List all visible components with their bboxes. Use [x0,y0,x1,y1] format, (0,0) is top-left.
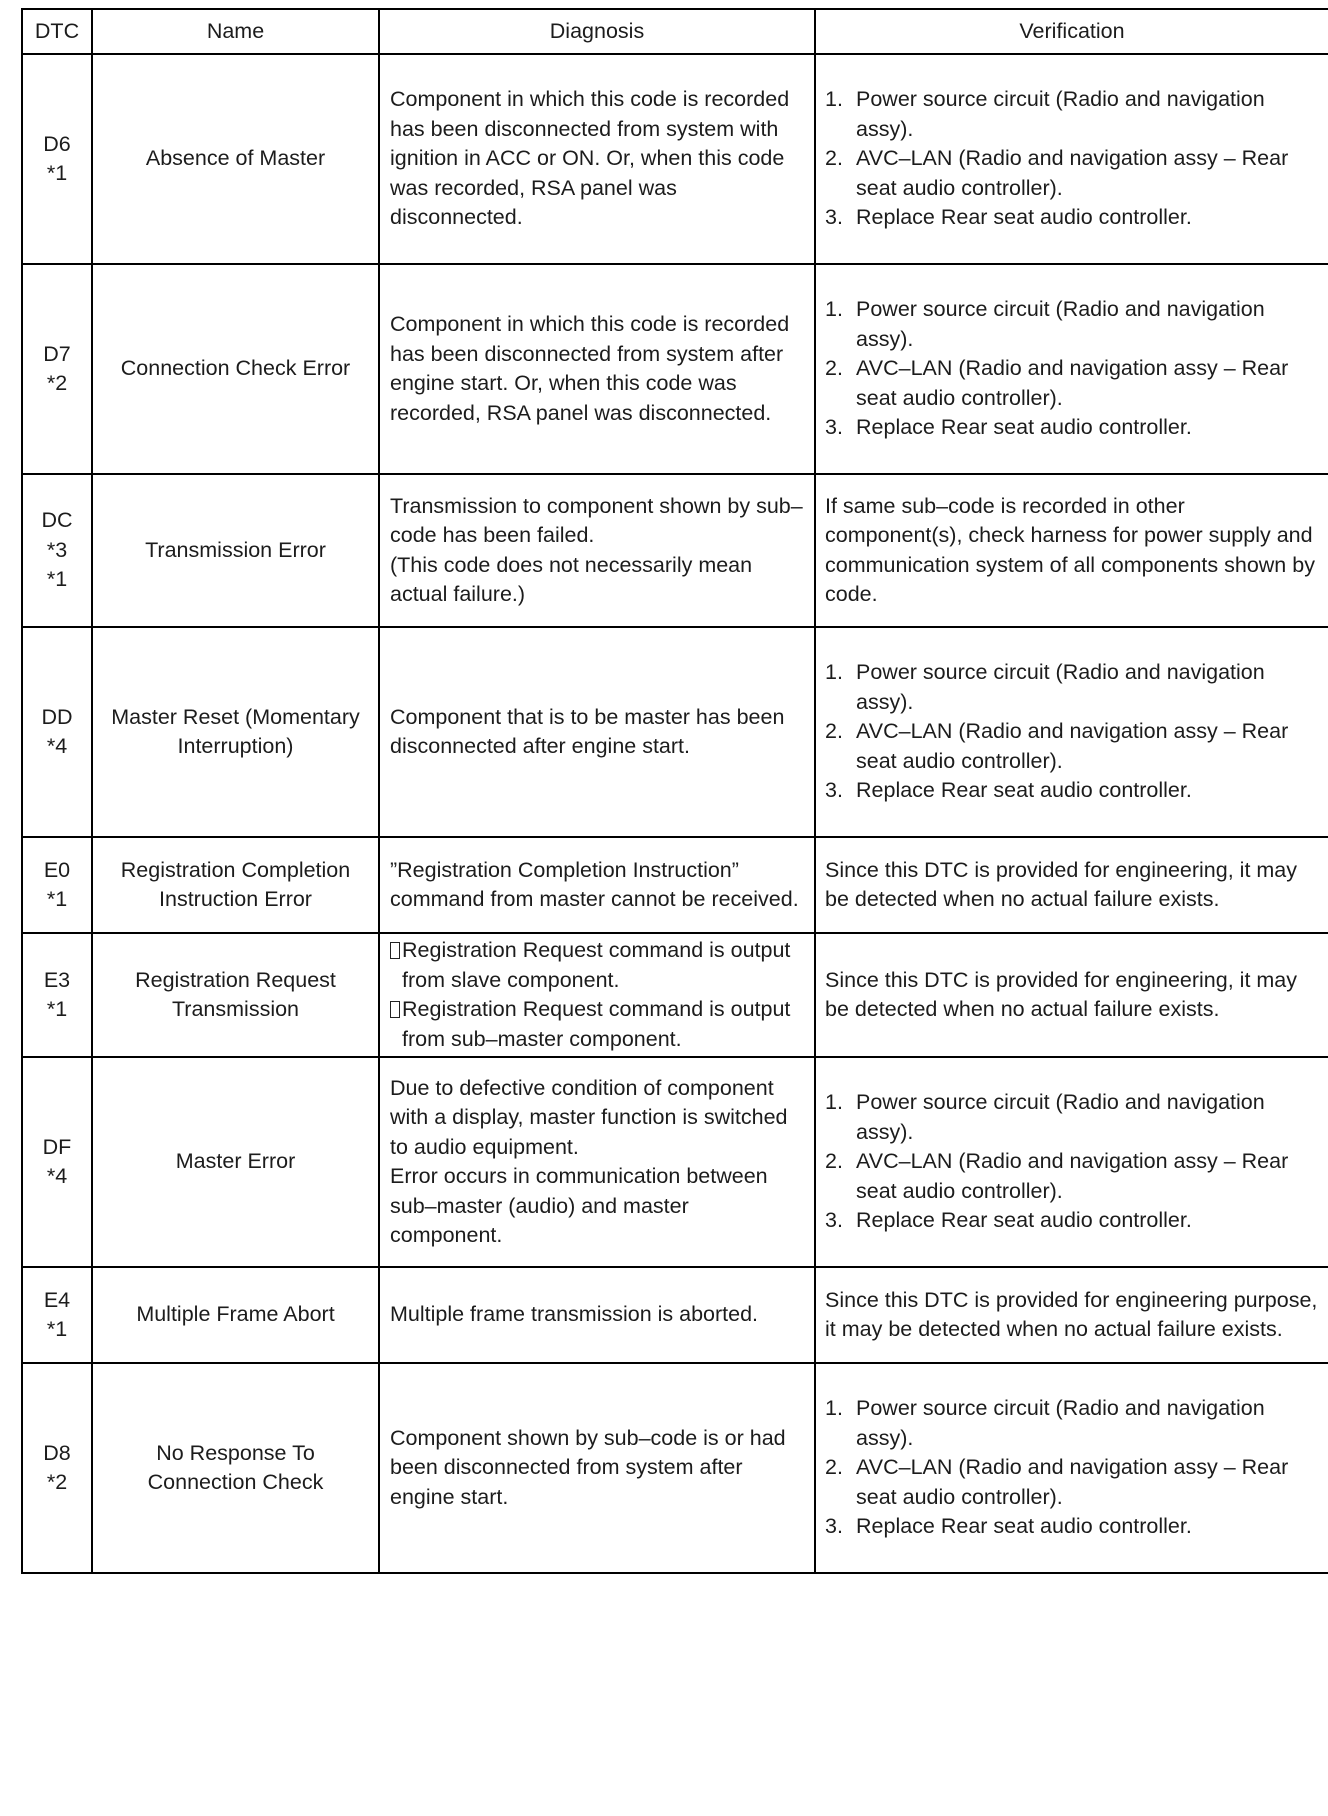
dtc-diagnosis [379,474,815,627]
verification-step: 1. Power source circuit (Radio and navigation assy). [825,1396,1265,1450]
table-row [22,474,1328,627]
diagnosis-bullet: Registration Request command is output from sub–master component. [390,995,806,1054]
verification-steps [825,85,1324,233]
dtc-code-cell [22,627,92,837]
dtc-note: *1 [46,997,68,1021]
dtc-diagnosis: ”Registration Completion Instruction” command from master cannot be received. [379,837,815,933]
verification-step: 3. Replace Rear seat audio controller. [825,415,1192,440]
verification-step: 3. Replace Rear seat audio controller. [825,205,1192,230]
diagnosis-line: (This code does not necessarily mean actual failure.) [390,552,753,606]
dtc-name: Registration Completion Instruction Error [92,837,379,933]
dtc-code: E0 [43,857,71,882]
dtc-verification [815,1057,1328,1267]
dtc-verification [815,627,1328,837]
table-row [22,54,1328,264]
diagnosis-line: Due to defective condition of component with a display, master function is switched to audio equipment. [390,1075,788,1159]
dtc-note: *3 [46,537,68,562]
dtc-code-cell [22,1057,92,1267]
verification-steps [825,295,1324,443]
verification-step: 2. AVC–LAN (Radio and navigation assy – Rear seat audio controller). [825,1455,1289,1509]
verification-steps [825,1088,1324,1236]
dtc-code: D6 [43,131,71,156]
dtc-diagnosis: Multiple frame transmission is aborted. [379,1267,815,1363]
checkbox-bullet-icon [390,995,402,1054]
dtc-code: E4 [43,1287,71,1312]
verification-step: 1. Power source circuit (Radio and navigation assy). [825,297,1265,351]
dtc-name: No Response To Connection Check [92,1363,379,1573]
dtc-code: D8 [43,1440,71,1465]
dtc-code-cell [22,837,92,933]
dtc-code-cell [22,264,92,474]
table-row [22,1363,1328,1573]
header-verification: Verification [815,9,1328,54]
header-name: Name [92,9,379,54]
dtc-diagnosis: Component shown by sub–code is or had been disconnected from system after engine start. [379,1363,815,1573]
dtc-table [21,8,1328,1574]
verification-step: 1. Power source circuit (Radio and navigation assy). [825,87,1265,141]
dtc-diagnosis [379,1057,815,1267]
verification-step: 2. AVC–LAN (Radio and navigation assy – Rear seat audio controller). [825,719,1289,773]
diagnosis-bullet: Registration Request command is output from slave component. [390,936,806,995]
dtc-verification: If same sub–code is recorded in other component(s), check harness for power supply and communication system of all components shown by code. [815,474,1328,627]
dtc-code: D7 [43,341,71,366]
dtc-name: Registration Request Transmission [92,933,379,1057]
dtc-diagnosis [379,933,815,1057]
verification-step: 2. AVC–LAN (Radio and navigation assy – Rear seat audio controller). [825,356,1289,410]
dtc-note: *1 [46,887,68,911]
verification-step: 3. Replace Rear seat audio controller. [825,778,1192,803]
dtc-verification [815,264,1328,474]
verification-step: 1. Power source circuit (Radio and navigation assy). [825,660,1265,714]
dtc-name: Transmission Error [92,474,379,627]
table-row [22,837,1328,933]
verification-step: 3. Replace Rear seat audio controller. [825,1208,1192,1233]
diagnosis-line: Transmission to component shown by sub–code has been failed. [390,493,803,547]
verification-step: 3. Replace Rear seat audio controller. [825,1514,1192,1539]
dtc-table-wrapper [21,8,1328,1574]
dtc-code: DF [42,1134,72,1159]
dtc-code: DD [41,704,73,729]
dtc-name: Master Error [92,1057,379,1267]
table-row [22,1267,1328,1363]
dtc-name: Master Reset (Momentary Interruption) [92,627,379,837]
dtc-note: *2 [46,371,68,395]
dtc-code: DC [41,508,73,533]
dtc-note: *1 [46,567,68,592]
dtc-code-cell [22,1267,92,1363]
dtc-code: E3 [43,967,71,992]
dtc-code-cell [22,933,92,1057]
dtc-name: Absence of Master [92,54,379,264]
table-row [22,933,1328,1057]
verification-steps [825,658,1324,806]
dtc-verification: Since this DTC is provided for engineering purpose, it may be detected when no actual failure exists. [815,1267,1328,1363]
dtc-name: Connection Check Error [92,264,379,474]
table-row [22,264,1328,474]
table-row [22,1057,1328,1267]
header-dtc: DTC [22,9,92,54]
dtc-name: Multiple Frame Abort [92,1267,379,1363]
dtc-note: *4 [46,1164,68,1188]
dtc-code-cell [22,1363,92,1573]
dtc-code-cell [22,474,92,627]
dtc-verification: Since this DTC is provided for engineering, it may be detected when no actual failure exists. [815,837,1328,933]
dtc-note: *4 [46,734,68,758]
dtc-note: *2 [46,1470,68,1494]
dtc-code-cell [22,54,92,264]
verification-step: 1. Power source circuit (Radio and navigation assy). [825,1090,1265,1144]
diagnosis-line: Error occurs in communication between sub–master (audio) and master component. [390,1164,768,1247]
checkbox-bullet-icon [390,936,402,995]
table-row [22,627,1328,837]
header-diagnosis: Diagnosis [379,9,815,54]
verification-step: 2. AVC–LAN (Radio and navigation assy – Rear seat audio controller). [825,146,1289,200]
table-header-row [22,9,1328,54]
dtc-verification [815,54,1328,264]
dtc-diagnosis: Component in which this code is recorded has been disconnected from system after engine start. Or, when this code was recorded, RSA panel was disconnected. [379,264,815,474]
dtc-note: *1 [46,1317,68,1341]
dtc-verification: Since this DTC is provided for engineering, it may be detected when no actual failure exists. [815,933,1328,1057]
dtc-diagnosis: Component that is to be master has been disconnected after engine start. [379,627,815,837]
verification-step: 2. AVC–LAN (Radio and navigation assy – Rear seat audio controller). [825,1149,1289,1203]
dtc-diagnosis: Component in which this code is recorded has been disconnected from system with ignition in ACC or ON. Or, when this code was recorded, RSA panel was disconnected. [379,54,815,264]
dtc-note: *1 [46,161,68,185]
dtc-verification [815,1363,1328,1573]
verification-steps [825,1394,1324,1542]
